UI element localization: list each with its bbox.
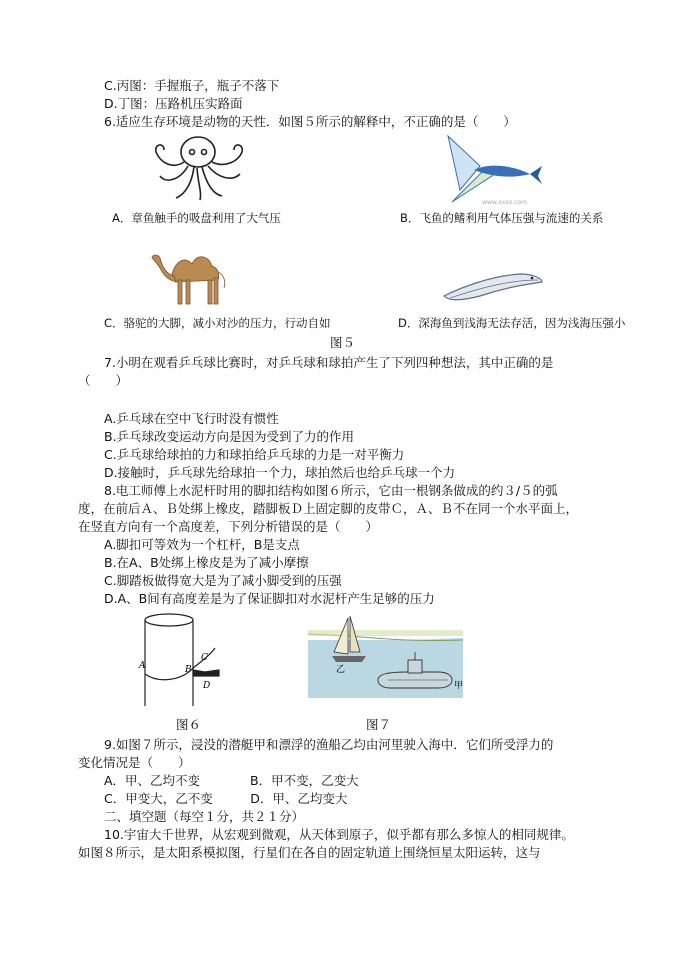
question-10-line2: 如图８所示，是太阳系模拟图，行星们在各自的固定轨道上围绕恒星太阳运转，这与 bbox=[78, 845, 541, 860]
fig6-label-c: C bbox=[201, 653, 208, 663]
flying-fish-image bbox=[438, 132, 543, 213]
octopus-image bbox=[150, 132, 250, 207]
fig6-label-a: A bbox=[139, 661, 146, 671]
question-8-line2: 度，在前后Ａ、Ｂ处绑上橡皮，踏脚板Ｄ上固定脚的皮带Ｃ，Ａ、Ｂ不在同一个水平面上， bbox=[78, 501, 579, 516]
q8-option-d: D.A、B间有高度差是为了保证脚扣对水泥杆产生足够的压力 bbox=[104, 591, 435, 606]
question-6: 6.适应生存环境是动物的天性．如图５所示的解释中，不正确的是（ ） bbox=[104, 114, 516, 129]
fig7-label-yi: 乙 bbox=[336, 665, 346, 675]
fig5-label: 图５ bbox=[330, 335, 356, 350]
q8-option-c: C.脚踏板做得宽大是为了减小脚受到的压强 bbox=[104, 573, 342, 588]
fig6-label: 图６ bbox=[176, 717, 202, 732]
fig7-boat-submarine bbox=[308, 612, 463, 701]
q5-option-c: C.丙图：手握瓶子，瓶子不落下 bbox=[104, 78, 280, 93]
question-10: 10.宇宙大千世界，从宏观到微观，从天体到原子，似乎都有那么多惊人的相同规律。 bbox=[104, 827, 574, 842]
q9-options-cd: C．甲变大，乙不变 D．甲、乙均变大 bbox=[104, 791, 348, 806]
question-7-bracket: （ ） bbox=[78, 373, 129, 388]
q7-option-c: C.乒乓球给球拍的力和球拍给乒乓球的力是一对平衡力 bbox=[104, 447, 405, 462]
question-8-line3: 在竖直方向有一个高度差，下列分析错误的是（ ） bbox=[78, 519, 379, 534]
deep-sea-fish-image bbox=[440, 268, 546, 309]
q9-options-ab: A．甲、乙均不变 B．甲不变，乙变大 bbox=[104, 773, 359, 788]
watermark-text: www.xxxx.com bbox=[482, 199, 528, 206]
fig5-caption-c: C．骆驼的大脚，减小对沙的压力，行动自如 bbox=[104, 316, 331, 330]
fig5-caption-d: D．深海鱼到浅海无法存活，因为浅海压强小 bbox=[398, 316, 626, 330]
q7-option-a: A.乒乓球在空中飞行时没有惯性 bbox=[104, 411, 279, 426]
q8-option-a: A.脚扣可等效为一个杠杆，B是支点 bbox=[104, 537, 300, 552]
question-7: 7.小明在观看乒乓球比赛时，对乒乓球和球拍产生了下列四种想法，其中正确的是 bbox=[104, 355, 554, 370]
question-8: 8.电工师傅上水泥杆时用的脚扣结构如图６所示，它由一根钢条做成的约３/５的弧 bbox=[104, 483, 558, 498]
fig5-caption-a: A．章鱼触手的吸盘利用了大气压 bbox=[112, 211, 281, 225]
camel-image bbox=[150, 244, 238, 313]
section-2-heading: 二、填空题（每空１分，共２１分） bbox=[104, 809, 305, 824]
fig6-label-d: D bbox=[203, 681, 211, 691]
fig6-label-b: B bbox=[185, 665, 192, 675]
q7-option-d: D.接触时，乒乓球先给球拍一个力，球拍然后也给乒乓球一个力 bbox=[104, 465, 456, 480]
fig6-pole-diagram bbox=[135, 610, 230, 713]
question-9: 9.如图７所示，浸没的潜艇甲和漂浮的渔船乙均由河里驶入海中．它们所受浮力的 bbox=[104, 737, 554, 752]
fig5-caption-b: B．飞鱼的鳍利用气体压强与流速的关系 bbox=[400, 211, 604, 225]
q7-option-b: B.乒乓球改变运动方向是因为受到了力的作用 bbox=[104, 429, 355, 444]
q8-option-b: B.在A、B处绑上橡皮是为了减小摩擦 bbox=[104, 555, 309, 570]
fig7-label-jia: 甲 bbox=[454, 681, 463, 691]
q5-option-d: D.丁图：压路机压实路面 bbox=[104, 96, 243, 111]
fig7-label: 图７ bbox=[366, 717, 392, 732]
question-9-line2: 变化情况是（ ） bbox=[78, 755, 191, 770]
